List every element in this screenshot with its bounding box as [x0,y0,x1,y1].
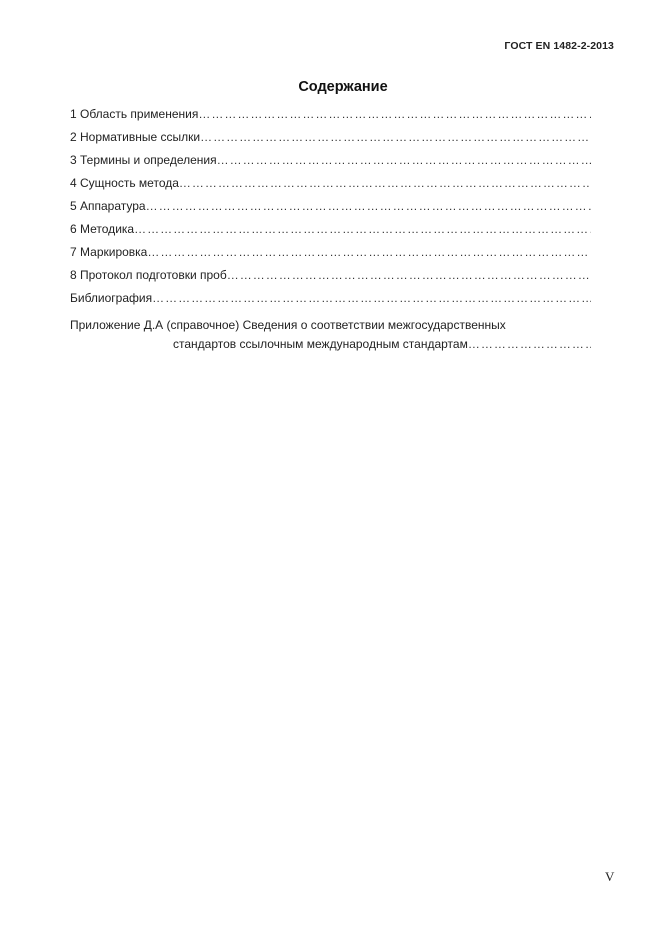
appendix-continuation-line [70,337,591,360]
dot-leader [198,107,591,121]
dot-leader [152,291,591,305]
appendix-continuation-label: стандартов ссылочным международным стандартам [173,337,468,351]
toc-entry-label: 8 Протокол подготовки проб [70,268,227,282]
toc-entry[interactable] [70,130,591,153]
toc-entry-label: Библиография [70,291,153,305]
toc-entry[interactable] [70,107,591,130]
toc-entry-label: 3 Термины и определения [70,153,217,167]
toc-entry-label: 1 Область применения [70,107,199,121]
page-number: V [605,869,615,884]
toc-entry-label: 6 Методика [70,222,135,236]
toc-entry-label: 4 Сущность метода [70,176,179,190]
dot-leader [200,130,591,144]
document-code: ГОСТ EN 1482-2-2013 [504,40,614,52]
toc-entry[interactable] [70,268,591,291]
dot-leader [227,268,591,282]
toc-entry-appendix[interactable] [70,314,591,360]
table-of-contents [70,107,591,360]
toc-entry-label: 2 Нормативные ссылки [70,130,201,144]
dot-leader [146,199,591,213]
toc-entry[interactable] [70,176,591,199]
appendix-title-line: Приложение Д.А (справочное) Сведения о соответствии межгосударственных [70,318,506,332]
toc-entry[interactable] [70,291,591,314]
dot-leader [468,337,591,351]
dot-leader [217,153,591,167]
toc-entry[interactable] [70,153,591,176]
toc-title: Содержание [298,79,388,95]
dot-leader [147,245,591,259]
dot-leader [134,222,591,236]
toc-entry-label: 7 Маркировка [70,245,148,259]
toc-entry[interactable] [70,222,591,245]
toc-entry-label: 5 Аппаратура [70,199,146,213]
toc-entry[interactable] [70,199,591,222]
dot-leader [179,176,591,190]
toc-entry[interactable] [70,245,591,268]
